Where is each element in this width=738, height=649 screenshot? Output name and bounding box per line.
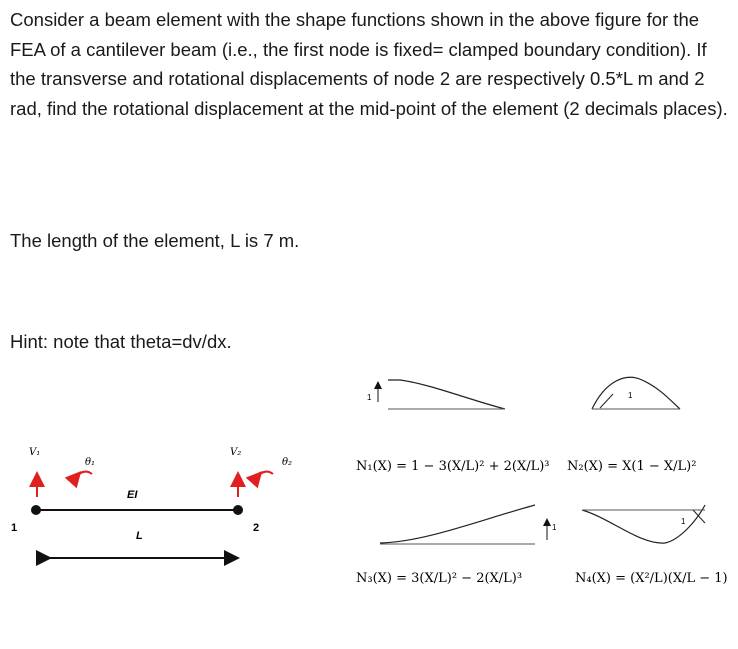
- theta1-label: θ₁: [85, 457, 96, 468]
- n2-formula: N₂(X) = X(1 − X/L)²: [567, 459, 697, 474]
- shape-function-n1: [356, 380, 550, 474]
- n1-curve: [388, 380, 505, 409]
- beam-shape-function-figure: [0, 360, 738, 649]
- theta1-arrow: [76, 472, 92, 477]
- v1-label: V₁: [29, 447, 41, 458]
- n4-formula: N₄(X) = (X²/L)(X/L − 1): [575, 571, 728, 586]
- n1-unit-label: 1: [367, 393, 372, 402]
- shape-function-n4: [575, 505, 728, 586]
- hint-text: Hint: note that theta=dv/dx.: [10, 331, 232, 352]
- n3-formula: N₃(X) = 3(X/L)² − 2(X/L)³: [356, 571, 523, 586]
- theta2-arrow: [257, 472, 273, 477]
- node-2-dot: [233, 505, 243, 515]
- n4-curve: [582, 505, 705, 543]
- node-1-label: 1: [11, 522, 18, 534]
- n2-slope-line: [600, 394, 613, 408]
- n1-formula: N₁(X) = 1 − 3(X/L)² + 2(X/L)³: [356, 459, 550, 474]
- n4-unit-label: 1: [681, 517, 686, 526]
- node-2-label: 2: [253, 522, 260, 534]
- shape-function-n2: [567, 377, 696, 474]
- shape-function-n3: [356, 505, 557, 586]
- length-label: L: [136, 530, 143, 542]
- element-length-text: The length of the element, L is 7 m.: [10, 230, 300, 251]
- node-1-dot: [31, 505, 41, 515]
- question-paragraph: Consider a beam element with the shape functions shown in the above figure for the FEA of a cantilever beam (i.e., the first node is fixed= clamped boundary condition). If the transverse and rotational displacements of node 2 are respectively 0.5*L m and 2 rad, find the rotational displacement at the mid-point of the element (2 decimals places).: [10, 9, 728, 119]
- theta2-label: θ₂: [282, 457, 293, 468]
- v2-label: V₂: [230, 447, 242, 458]
- ei-label: EI: [127, 489, 138, 501]
- beam-element-diagram: [11, 447, 292, 558]
- n2-unit-label: 1: [628, 391, 633, 400]
- n3-unit-label: 1: [552, 523, 557, 532]
- n3-curve: [380, 505, 535, 543]
- n2-curve: [592, 377, 680, 409]
